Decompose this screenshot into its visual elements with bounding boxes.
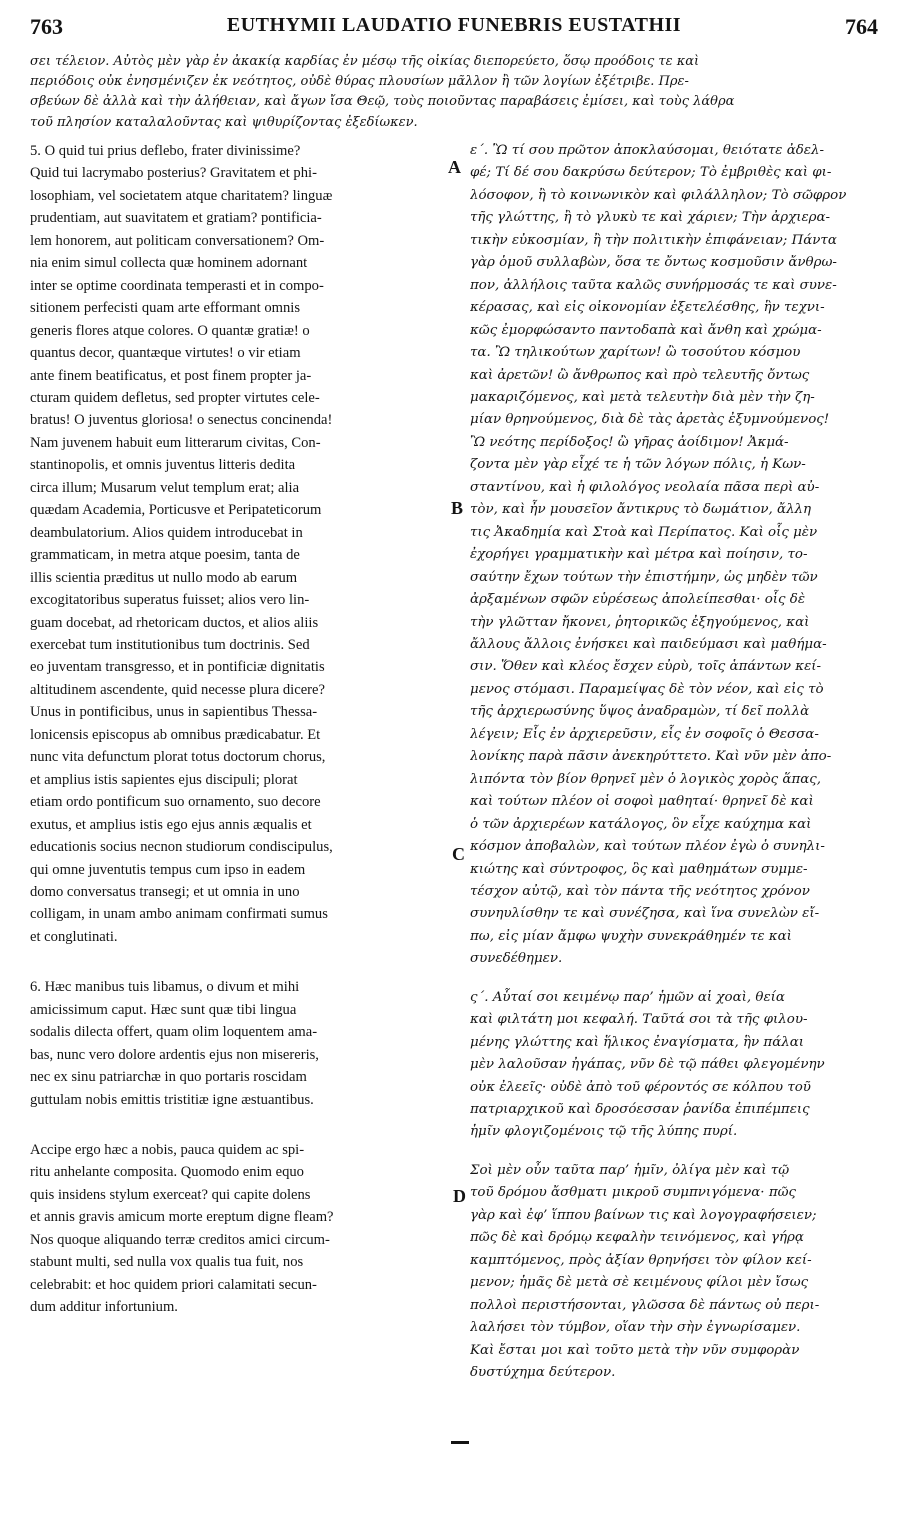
text-line: exutus, et amplius istis ego ejus annis æqualis et bbox=[30, 816, 312, 833]
text-line: quantus decor, quantæque virtutes! o vir etiam bbox=[30, 345, 301, 362]
text-line: sodalis dilecta offert, quam olim loquentem ama- bbox=[30, 1024, 318, 1041]
text-line: δυστύχημα δεύτερον. bbox=[470, 1365, 616, 1381]
text-line: ritu anhelante composita. Quomodo enim equo bbox=[30, 1164, 304, 1181]
text-line: τα. Ὢ τηλικούτων χαρίτων! ὢ τοσούτου κόσμου bbox=[470, 345, 801, 361]
text-line: λέγειν; Εἷς ἐν ἀρχιερεῦσιν, εἷς ἐν σοφοῖς ὁ Θεσσα- bbox=[470, 726, 819, 742]
text-line: etiam ordo pontificum suo ornamento, suo decore bbox=[30, 794, 321, 811]
greek-column bbox=[470, 140, 880, 1384]
text-line: exercebat tum institutionibus tum doctrinis. Sed bbox=[30, 636, 310, 653]
text-line: educationis socius necnon studiorum condiscipulus, bbox=[30, 839, 333, 856]
text-line: συνεδέθημεν. bbox=[470, 951, 563, 967]
text-line: τικὴν εὐκοσμίαν, ἢ τὴν πολιτικὴν ἐπιφάνειαν; Πάντα bbox=[470, 232, 837, 248]
text-line: sitionem perfecisti quam arte efformant omnis bbox=[30, 300, 301, 317]
text-line: ς΄. Αὗταί σοι κειμένῳ παρ’ ἡμῶν αἱ χοαὶ, θεία bbox=[470, 989, 785, 1005]
text-line: altitudinem ascendente, quid necesse plura dicere? bbox=[30, 681, 325, 698]
text-line: πολλοὶ περιστήσονται, γλῶσσα δὲ πάντως οὐ περι- bbox=[470, 1297, 820, 1313]
text-line: Accipe ergo hæc a nobis, pauca quidem ac spi- bbox=[30, 1142, 305, 1159]
text-line: qui omne juventutis tempus cum ipso in eadem bbox=[30, 861, 306, 878]
text-line: et annis gravis amicum morte ereptum digne fleam? bbox=[30, 1209, 334, 1226]
text-line: φέ; Τί δέ σου δακρύσω δεύτερον; Τὸ ἐμβριθὲς καὶ φι- bbox=[470, 165, 832, 181]
text-line: et conglutinati. bbox=[30, 928, 118, 945]
text-line: eo juventam transgresso, et in pontificiæ dignitatis bbox=[30, 659, 325, 676]
paragraph-gap bbox=[30, 948, 448, 976]
paragraph-gap bbox=[470, 1144, 880, 1160]
text-line: ὁ τῶν ἀρχιερέων κατάλογος, ὃν εἶχε καύχημα καὶ bbox=[470, 816, 812, 832]
text-line: losophiam, vel societatem atque charitatem? linguæ bbox=[30, 187, 333, 204]
text-line: μὲν λαλοῦσαν ἠγάπας, νῦν δὲ τῷ πάθει φλεγομένην bbox=[470, 1057, 825, 1073]
text-line: inter se optime coordinata temperasti et in compo- bbox=[30, 277, 324, 294]
page-number-right: 764 bbox=[845, 14, 878, 39]
text-line: λονίκης παρὰ πᾶσιν ἀνεκηρύττετο. Καὶ νῦν μὲν ἀπο- bbox=[470, 749, 832, 765]
text-line: τὴν γλῶτταν ἤκονει, ῥητορικῶς ἐξηγούμενος, καὶ bbox=[470, 614, 810, 630]
paragraph-gap bbox=[470, 971, 880, 987]
running-title: EUTHYMII LAUDATIO FUNEBRIS EUSTATHII bbox=[226, 14, 682, 36]
text-line: Nam juvenem habuit eum litterarum civitas, Con- bbox=[30, 434, 321, 451]
text-line: lonicensis episcopus ab omnibus prædicabatur. Et bbox=[30, 726, 321, 743]
text-line: ante finem beatificatus, et post finem propter ja- bbox=[30, 367, 312, 384]
text-line: κέρασας, καὶ εἰς οἰκονομίαν ἐξετελέσθης, ἣν τεχνι- bbox=[470, 300, 825, 316]
text-line: μίαν θρηνούμενος, διὰ δὲ τὰς ἀρετὰς ἐξυμνούμενος! bbox=[470, 412, 830, 428]
text-line: καὶ ἀρετῶν! ὢ ἄνθρωπος καὶ πρὸ τελευτῆς ὄντως bbox=[470, 367, 810, 383]
text-line: τέσχον αὐτῷ, καὶ τὸν πάντα τῆς νεότητος χρόνον bbox=[470, 883, 810, 899]
text-line: Unus in pontificibus, unus in sapientibus Thessa- bbox=[30, 704, 318, 721]
text-line: circa illum; Musarum velut templum erat; alia bbox=[30, 479, 300, 496]
text-line: nia enim simul collecta quæ hominem adornant bbox=[30, 255, 308, 272]
text-line: cturam quidem defletus, sed propter virtutes cele- bbox=[30, 389, 320, 406]
margin-letter-b: B bbox=[451, 498, 464, 518]
text-line: Nos quoque aliquando terræ creditos amici circum- bbox=[30, 1231, 330, 1248]
text-line: lem honorem, aut politicam conversationem? Om- bbox=[30, 232, 325, 249]
text-line: generis flores atque colores. O quantæ gratiæ! o bbox=[30, 322, 310, 339]
text-line: λιπόντα τὸν βίον θρηνεῖ μὲν ὁ λογικὸς χορὸς ἅπας, bbox=[470, 771, 822, 787]
text-line: μακαριζόμενος, καὶ μετὰ τελευτὴν διὰ μὲν τὴν ζη- bbox=[470, 389, 815, 405]
text-line: illis scientia præditus ut nullo modo ab earum bbox=[30, 569, 298, 586]
text-line: συνηυλίσθην τε καὶ συνέζησα, καὶ ἵνα συνελὼν εἴ- bbox=[470, 906, 820, 922]
text-line: stantinopolis, et omnis juventus litteris dedita bbox=[30, 457, 296, 474]
text-line: quædam Academia, Porticusve et Peripateticorum bbox=[30, 502, 322, 519]
text-line: quis insidens stylum exerceat? qui capite dolens bbox=[30, 1186, 311, 1203]
text-line: γὰρ καὶ ἐφ’ ἵππου βαίνων τις καὶ λογογραφήσειεν; bbox=[470, 1207, 817, 1223]
text-line: σαύτην ἔχων τούτων τὴν ἐπιστήμην, ὡς μηδὲν τῶν bbox=[470, 569, 818, 585]
page-header bbox=[30, 14, 878, 46]
text-line: 6. Hæc manibus tuis libamus, o divum et mihi bbox=[30, 979, 300, 996]
text-line: πον, ἀλλήλοις ταῦτα καλῶς συνήρμοσάς τε καὶ συνε- bbox=[470, 277, 837, 293]
text-line: σει τέλειον. Αὐτὸς μὲν γὰρ ἐν ἀκακίᾳ καρδίας ἐν μέσῳ τῆς οἰκίας διεπορεύετο, ὅσῳ προόδοις τε καὶ bbox=[30, 54, 700, 69]
text-line: τῆς ἀρχιερωσύνης ὕψος ἀναδραμὼν, τί δεῖ πολλὰ bbox=[470, 704, 810, 720]
text-line: τις Ἀκαδημία καὶ Στοὰ καὶ Περίπατος. Καὶ οἷς μὲν bbox=[470, 524, 818, 540]
text-line: ἐχορήγει γραμματικὴν καὶ μέτρα καὶ ποίησιν, το- bbox=[470, 547, 808, 563]
text-line: ἀρξαμένων σφῶν εὑρέσεως ἀπολείπεσθαι· οἷς δὲ bbox=[470, 592, 806, 608]
text-line: amicissimum caput. Hæc sunt quæ tibi lingua bbox=[30, 1001, 297, 1018]
text-line: καὶ φιλτάτη μοι κεφαλή. Ταῦτά σοι τὰ τῆς φιλου- bbox=[470, 1012, 808, 1028]
text-line: κόσμον ἀποβαλὼν, καὶ τούτων πλέον ἐγὼ ὁ συνηλι- bbox=[470, 839, 825, 855]
text-line: celebrabit: et hoc quidem priori calamitati secun- bbox=[30, 1276, 317, 1293]
text-line: οὐκ ἐλεεῖς· οὐδὲ ἀπὸ τοῦ φέροντός σε κόλπου τοῦ bbox=[470, 1079, 811, 1095]
page-number-left: 763 bbox=[30, 14, 63, 39]
text-line: πῶς δὲ καὶ δρόμῳ κεφαλὴν τεινόμενος, καὶ γήρᾳ bbox=[470, 1230, 804, 1246]
text-line: γὰρ ὁμοῦ συλλαβὼν, ὅσα τε ὄντως κοσμοῦσιν ἄνθρω- bbox=[470, 255, 837, 271]
text-line: bas, nunc vero dolore ardentis ejus non misereris, bbox=[30, 1046, 319, 1063]
text-line: grammaticam, in metra atque poesim, tanta de bbox=[30, 547, 300, 564]
text-line: κιώτης καὶ σύντροφος, ὃς καὶ μαθημάτων συμμε- bbox=[470, 861, 808, 877]
intro-greek-text bbox=[30, 52, 878, 133]
text-line: excogitatoribus superatus fuisset; alios vero lin- bbox=[30, 592, 310, 609]
text-line: nunc vita defunctum plorat totus doctorum chorus, bbox=[30, 749, 326, 766]
text-line: ἄλλους ἄλλοις ἐνήσκει καὶ παιδεύμασι καὶ μαθήμα- bbox=[470, 636, 827, 652]
text-line: prudentiam, aut suavitatem et gratiam? pontificia- bbox=[30, 210, 322, 227]
margin-letter-d: D bbox=[453, 1186, 466, 1206]
text-line: λόσοφον, ἢ τὸ κοινωνικὸν καὶ φιλάλληλον; Τὸ σῶφρον bbox=[470, 187, 847, 203]
text-line: τοῦ δρόμου ἄσθματι μικροῦ συμπνιγόμενα· πῶς bbox=[470, 1185, 797, 1201]
text-line: καὶ τούτων πλέον οἱ σοφοὶ μαθηταί· θρηνεῖ δὲ καὶ bbox=[470, 794, 814, 810]
text-line: μενος στόμασι. Παραμείψας δὲ τὸν νέον, καὶ εἰς τὸ bbox=[470, 681, 824, 697]
text-line: Καὶ ἔσται μοι καὶ τοῦτο μετὰ τὴν νῦν συμφορὰν bbox=[470, 1342, 800, 1358]
text-line: σταντίνου, καὶ ἡ φιλολόγος νεολαία πᾶσα περὶ αὐ- bbox=[470, 479, 820, 495]
text-line: μενον; ἡμᾶς δὲ μετὰ σὲ κειμένους φίλοι μὲν ἴσως bbox=[470, 1275, 809, 1291]
text-line: stabunt multi, sed nulla vox qualis tua fuit, nos bbox=[30, 1254, 304, 1271]
margin-letter-c: C bbox=[452, 844, 465, 864]
text-line: ζοντα μὲν γὰρ εἶχέ τε ἡ τῶν λόγων πόλις, ἡ Κων- bbox=[470, 457, 806, 473]
text-line: λαλήσει τὸν τύμβον, οἵαν τὴν σὴν ἐγνωρίσαμεν. bbox=[470, 1320, 801, 1336]
text-line: domo conversatus transegi; et ut omnia in uno bbox=[30, 883, 300, 900]
text-line: τὸν, καὶ ἦν μουσεῖον ἄντικρυς τὸ δωμάτιον, ἄλλη bbox=[470, 502, 812, 518]
text-line: πω, εἰς μίαν ἄμφω ψυχὴν συνεκράθημέν τε καὶ bbox=[470, 928, 792, 944]
text-line: et amplius istis sapientes ejus discipuli; plorat bbox=[30, 771, 298, 788]
text-line: τῆς γλώττης, ἢ τὸ γλυκὺ τε καὶ χάριεν; Τὴν ἀρχιερα- bbox=[470, 210, 831, 226]
text-line: σβεύων δὲ ἀλλὰ καὶ τὴν ἀλήθειαν, καὶ ἄγων ἴσα Θεῷ, τοὺς ποιοῦντας παραβάσεις ἐμίσει, καὶ τοὺς λάθρα bbox=[30, 94, 735, 110]
text-line: colligam, in unam ambo animam confirmati sumus bbox=[30, 906, 328, 923]
text-line: καμπτόμενος, πρὸς ἀξίαν θρηνήσει τὸν φίλον κεί- bbox=[470, 1252, 812, 1268]
text-line: guttulam nobis emittis tristitiæ igne æstuantibus. bbox=[30, 1091, 314, 1108]
text-line: 5. O quid tui prius deflebo, frater divinissime? bbox=[30, 143, 301, 159]
text-line: κῶς ἐμορφώσαντο παντοδαπὰ καὶ ἄνθη καὶ χρώμα- bbox=[470, 322, 822, 338]
latin-column bbox=[30, 140, 448, 1319]
text-line: guam docebat, ad rhetoricam ductos, et alios aliis bbox=[30, 614, 319, 631]
text-line: dum additur infortunium. bbox=[30, 1299, 178, 1316]
text-line: πατριαρχικοῦ καὶ δροσόεσσαν ῥανίδα ἐπιπέμπεις bbox=[470, 1102, 810, 1118]
text-line: Ὢ νεότης περίδοξος! ὢ γῆρας ἀοίδιμον! Ἀκμά- bbox=[470, 434, 789, 450]
footer-dash bbox=[451, 1441, 469, 1444]
text-line: Quid tui lacrymabo posterius? Gravitatem et phi- bbox=[30, 165, 317, 182]
text-line: ε΄. Ὢ τί σου πρῶτον ἀποκλαύσομαι, θειότατε ἀδελ- bbox=[470, 143, 824, 158]
margin-letter-a: A bbox=[448, 157, 461, 177]
text-line: μένης γλώττης καὶ ἥλικος ἐναγίσματα, ἣν πάλαι bbox=[470, 1034, 805, 1050]
text-line: bratus! O juventus gloriosa! o senectus concinenda! bbox=[30, 412, 333, 429]
text-line: τοῦ πλησίον καταλαλοῦντας καὶ ψιθυρίζοντας ἐξεδίωκεν. bbox=[30, 114, 418, 130]
text-line: Σοὶ μὲν οὖν ταῦτα παρ’ ἡμῖν, ὀλίγα μὲν καὶ τῷ bbox=[470, 1162, 790, 1178]
text-line: σιν. Ὅθεν καὶ κλέος ἔσχεν εὐρὺ, τοῖς ἁπάντων κεί- bbox=[470, 659, 822, 675]
text-line: ἡμῖν φλογιζομένοις τῷ τῆς λύπης πυρί. bbox=[470, 1124, 738, 1140]
text-line: deambulatorium. Alios quidem introducebat in bbox=[30, 524, 303, 541]
text-line: περιόδοις οὐκ ἐνησμένιζεν ἐκ νεότητος, οὐδὲ θύρας πλουσίων μᾶλλον ἢ τῶν λογίων ἐξέτριβε. Πρε- bbox=[30, 74, 689, 90]
text-line: nec ex sinu patriarchæ in quo portaris roscidam bbox=[30, 1069, 307, 1086]
paragraph-gap bbox=[30, 1111, 448, 1139]
